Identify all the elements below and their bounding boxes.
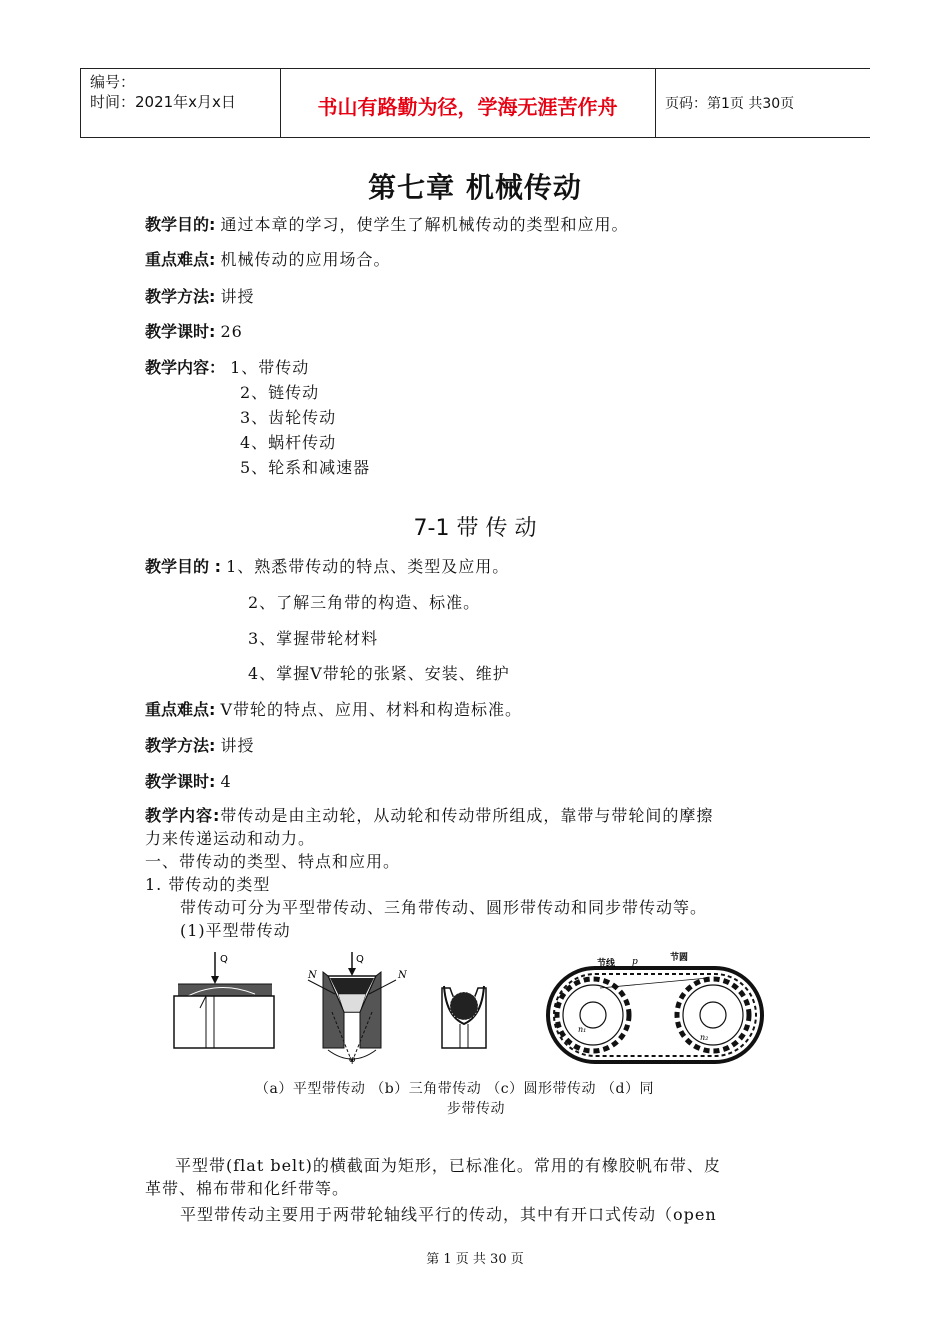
- figure-label: Q: [220, 954, 228, 965]
- chapter-content: 教学内容： 1、带传动: [145, 358, 310, 377]
- flat-belt-diagram: [174, 952, 274, 1048]
- figure-caption-cont: 步带传动: [447, 1101, 505, 1117]
- purpose-item: 3、掌握带轮材料: [248, 629, 379, 648]
- heading-flat-belt: (1)平型带传动: [180, 921, 291, 940]
- svg-text:N: N: [308, 970, 317, 981]
- page-footer: 第 1 页 共 30 页: [426, 1252, 524, 1267]
- header-table: [80, 68, 870, 138]
- section-purpose: 教学目的 : 1、熟悉带传动的特点、类型及应用。: [145, 557, 510, 576]
- chapter-hours: 教学课时: 26: [145, 322, 243, 341]
- motto: 书山有路勤为径，学海无涯苦作舟: [317, 95, 618, 119]
- date-line: 时间：2021年x月x日: [90, 93, 236, 111]
- heading-types: 一、带传动的类型、特点和应用。: [145, 852, 401, 871]
- flat-belt-para: 平型带(flat belt)的横截面为矩形，已标准化。常用的有橡胶帆布带、皮 革带、棉布带和化纤带等。: [145, 1156, 721, 1198]
- v-belt-diagram: [307, 952, 408, 1065]
- belt-drive-figure: [160, 950, 800, 1075]
- page-info: 页码：第1页 共30页: [665, 96, 795, 112]
- svg-text:n₁: n₁: [578, 1025, 587, 1034]
- section-title: 7-1 带 传 动: [413, 516, 537, 541]
- round-belt-diagram: [442, 986, 486, 1048]
- section-content: 教学内容:带传动是由主动轮，从动轮和传动带所组成，靠带与带轮间的摩擦 力来传递运动和动力。 一、带传动的类型、特点和应用。 1. 带传动的类型 带传动可分为平型带传动、三角带传动、圆形带传动和同步带传动等。 (1)平型带传动: [145, 804, 810, 942]
- header-meta: [90, 72, 236, 112]
- content-item: 3、齿轮传动: [240, 408, 337, 427]
- section-method: 教学方法: 讲授: [145, 736, 255, 755]
- chapter-purpose: 教学目的: 通过本章的学习，使学生了解机械传动的类型和应用。: [145, 215, 629, 234]
- svg-text:节圆: 节圆: [670, 953, 689, 963]
- number-label: 编号：: [90, 73, 136, 91]
- svg-text:φ: φ: [349, 1055, 356, 1065]
- purpose-item: 2、了解三角带的构造、标准。: [248, 593, 481, 612]
- flat-belt-usage-para: 平型带传动主要用于两带轮轴线平行的传动，其中有开口式传动（open: [180, 1205, 717, 1224]
- section-hours: 教学课时: 4: [145, 772, 232, 791]
- content-item: 5、轮系和减速器: [240, 458, 371, 477]
- para-types: 带传动可分为平型带传动、三角带传动、圆形带传动和同步带传动等。: [180, 898, 708, 917]
- purpose-item: 4、掌握V带轮的张紧、安装、维护: [248, 664, 510, 683]
- svg-text:N: N: [398, 970, 407, 981]
- svg-text:p: p: [632, 957, 638, 967]
- figure-caption: （a）平型带传动 （b）三角带传动 （c）圆形带传动 （d）同: [255, 1081, 654, 1097]
- content-item: 2、链传动: [240, 383, 320, 402]
- chapter-method: 教学方法: 讲授: [145, 287, 255, 306]
- heading-belt-types: 1. 带传动的类型: [145, 875, 271, 894]
- svg-text:Q: Q: [356, 954, 364, 965]
- svg-text:n₂: n₂: [700, 1033, 709, 1042]
- svg-text:节线: 节线: [597, 959, 616, 969]
- timing-belt-diagram: [548, 951, 762, 1062]
- chapter-title: 第七章 机械传动: [368, 171, 582, 204]
- chapter-key: 重点难点: 机械传动的应用场合。: [145, 250, 391, 269]
- section-key: 重点难点: V带轮的特点、应用、材料和构造标准。: [145, 700, 523, 719]
- content-item: 4、蜗杆传动: [240, 433, 337, 452]
